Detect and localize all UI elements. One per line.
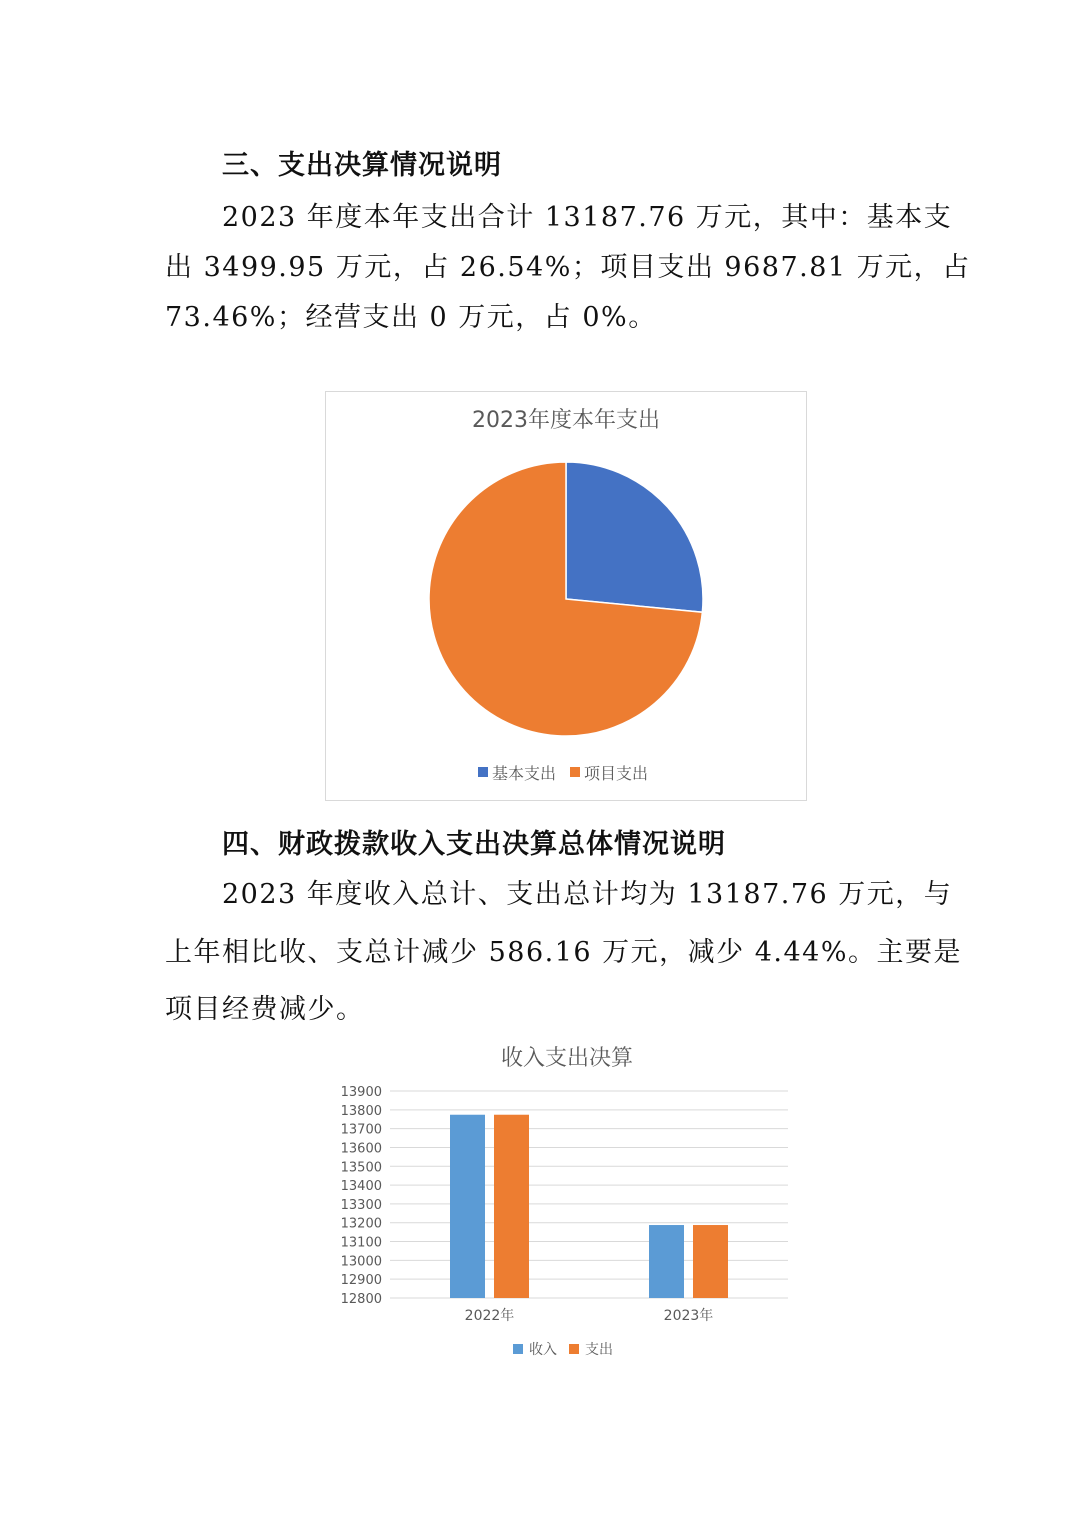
- x-tick-label: 2022年: [464, 1308, 515, 1324]
- section4-line-1: 2023 年度收入总计、支出总计均为 13187.76 万元，与: [222, 879, 953, 910]
- y-tick-label: 13900: [340, 1085, 382, 1100]
- y-tick-label: 13600: [340, 1141, 382, 1157]
- section4-heading: 四、财政拨款收入支出决算总体情况说明: [222, 829, 726, 860]
- section3-line-3: 73.46%；经营支出 0 万元，占 0%。: [165, 302, 657, 333]
- y-tick-label: 13300: [340, 1197, 382, 1213]
- legend-label-basic: 基本支出: [492, 764, 557, 783]
- y-tick-label: 12900: [340, 1273, 382, 1289]
- pie-legend: [478, 764, 648, 783]
- y-tick-label: 12800: [340, 1292, 382, 1307]
- section4-line-2: 上年相比收、支总计减少 586.16 万元，减少 4.44%。主要是: [165, 937, 962, 968]
- y-tick-label: 13000: [340, 1254, 382, 1270]
- legend-swatch-project: [570, 767, 580, 777]
- y-tick-label: 13800: [340, 1103, 382, 1119]
- pie-slice-basic: [566, 462, 703, 612]
- bar-income-2023年: [649, 1225, 684, 1298]
- legend-swatch-income: [513, 1344, 523, 1354]
- bar-title: 收入支出决算: [500, 1046, 634, 1071]
- y-tick-label: 13100: [340, 1235, 382, 1251]
- section3-line-2: 出 3499.95 万元，占 26.54%；项目支出 9687.81 万元，占: [165, 252, 971, 283]
- y-tick-label: 13700: [340, 1122, 382, 1138]
- section4-line-3: 项目经费减少。: [165, 994, 365, 1025]
- pie-title: 2023年度本年支出: [472, 408, 660, 433]
- legend-label-expense: 支出: [585, 1342, 613, 1358]
- pie-chart: [326, 392, 806, 800]
- y-tick-label: 13400: [340, 1179, 382, 1195]
- legend-label-project: 项目支出: [584, 764, 649, 783]
- y-tick-label: 13200: [340, 1216, 382, 1232]
- y-tick-label: 13500: [340, 1160, 382, 1176]
- bar-chart: [325, 1035, 805, 1365]
- bar-expense-2023年: [693, 1225, 728, 1298]
- legend-swatch-basic: [478, 767, 488, 777]
- pie-chart-frame: [325, 391, 807, 801]
- x-tick-label: 2023年: [663, 1308, 714, 1324]
- section3-heading: 三、支出决算情况说明: [222, 150, 502, 181]
- legend-label-income: 收入: [529, 1342, 557, 1358]
- bar-income-2022年: [450, 1115, 485, 1298]
- legend-swatch-expense: [569, 1344, 579, 1354]
- bar-legend: [513, 1341, 613, 1358]
- bar-expense-2022年: [494, 1115, 529, 1298]
- section3-line-1: 2023 年度本年支出合计 13187.76 万元，其中：基本支: [222, 202, 953, 233]
